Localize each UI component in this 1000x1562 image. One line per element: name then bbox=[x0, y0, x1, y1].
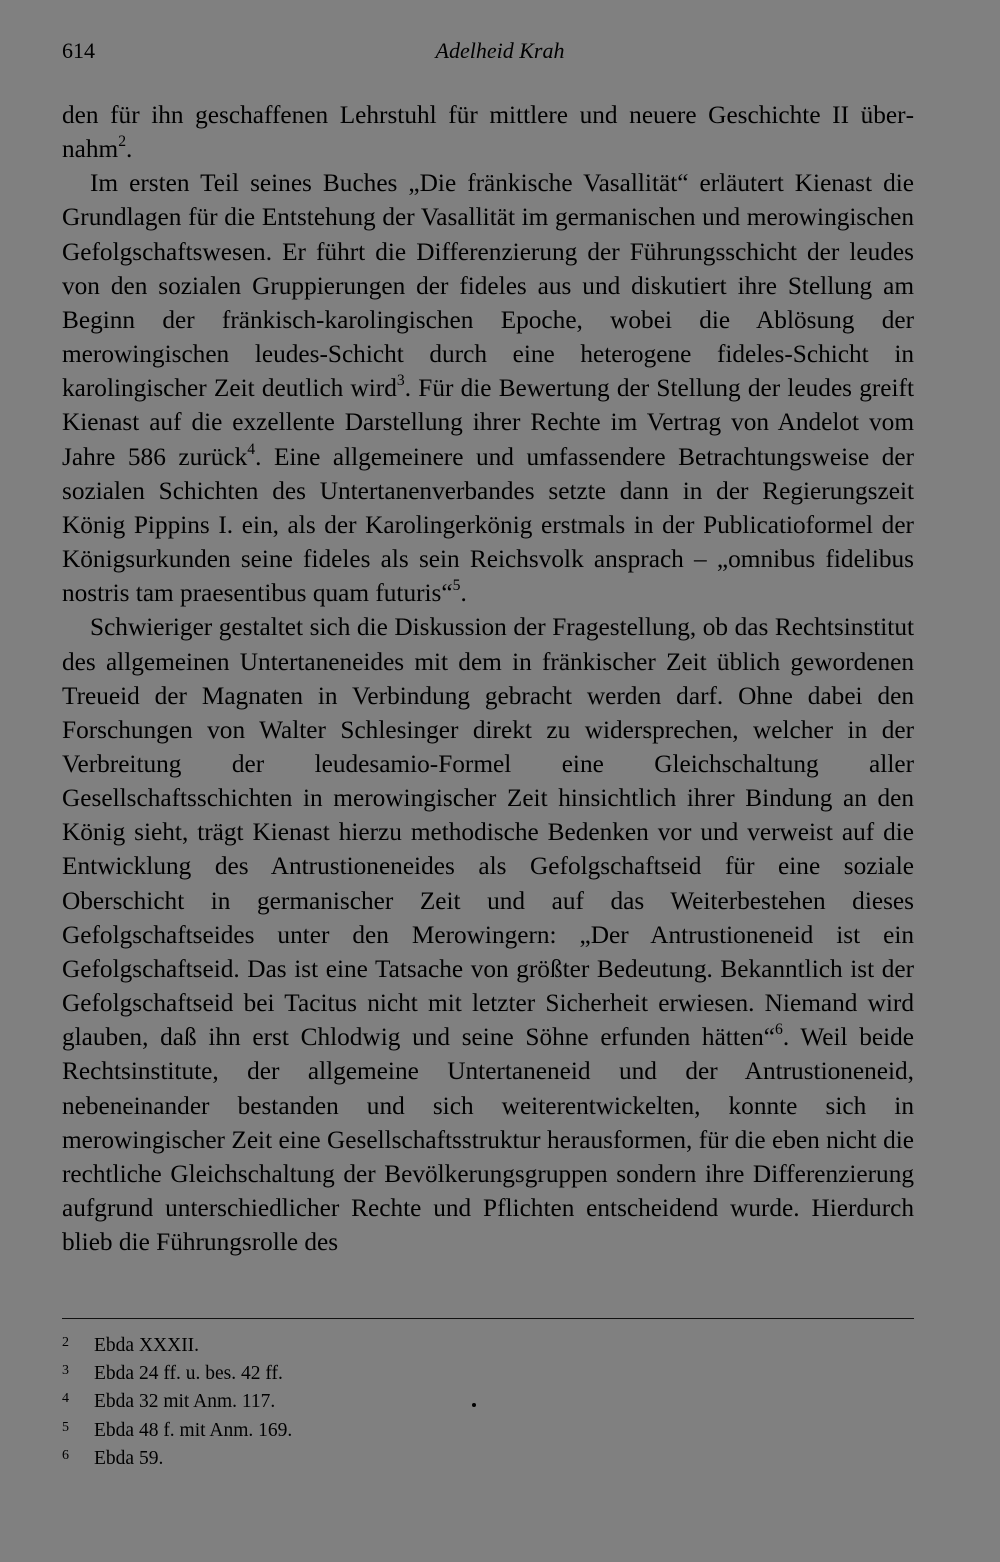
paragraph-1-end: . bbox=[126, 135, 133, 164]
footnote-ref-3: 3 bbox=[396, 372, 405, 390]
page-number: 614 bbox=[62, 38, 95, 63]
footnote-ref-5: 5 bbox=[452, 577, 461, 595]
footnote-ref-6: 6 bbox=[774, 1021, 783, 1039]
footnote-2 bbox=[62, 1330, 292, 1358]
paragraph-2-text-a: Im ersten Teil seines Buches „Die fränkische Vasallität“ erläutert Kienast die Grundlagen für die Entstehung der Vasallität im germanischen und merowingischen Gefolgschaftswesen. Er führt die Differenzierung der Führungsschicht der leudes von den sozialen Gruppierungen der fideles aus und diskutiert ihre Stellung am Beginn der fränkisch-karolingischen Epoche, wobei die Ablösung der merowingischen leudes-Schicht durch eine heterogene fideles-Schicht in karolingischer Zeit deutlich wird bbox=[62, 169, 914, 403]
body-text bbox=[62, 98, 914, 1259]
running-head: Adelheid Krah bbox=[435, 38, 565, 63]
paragraph-3-text-a: Schwieriger gestaltet sich die Diskussion der Fragestellung, ob das Rechtsinstitut des allgemeinen Untertaneneides mit dem in fränkischer Zeit üblich gewordenen Treueid der Magnaten in Verbindung gebracht werden darf. Ohne dabei den Forschungen von Walter Schlesinger direkt zu widersprechen, welcher in der Verbreitung der leudesamio-Formel eine Gleichschaltung aller Gesellschaftsschichten in merowingischer Zeit hinsichtlich ihrer Bindung an den König sieht, trägt Kienast hierzu methodische Bedenken vor und verweist auf die Entwicklung des Antrustioneneides als Gefolgschaftseid für eine soziale Oberschicht in germanischer Zeit und auf das Weiterbestehen dieses Gefolgschaftseides unter den Merowingern: „Der Antrustioneneid ist ein Gefolgschaftseid. Das ist eine Tatsache von größter Bedeutung. Bekanntlich ist der Gefolgschaftseid bei Tacitus nicht mit letzter Sicherheit erwiesen. Niemand wird glauben, daß ihn erst Chlodwig und seine Söhne erfunden hätten“ bbox=[62, 613, 914, 1052]
paragraph-2 bbox=[62, 166, 914, 610]
footnote-number: 2 bbox=[62, 1335, 69, 1350]
paragraph-3-text-b: . Weil beide Rechtsinstitute, der allgemeine Untertaneneid und der Antrustioneneid, nebeneinander bestanden und sich weiterentwickelten, konnte sich in merowingischer Zeit eine Gesellschaftsstruktur herausformen, für die eben nicht die rechtliche Gleichschaltung der Bevölkerungsgruppen sondern ihre Differenzierung aufgrund unterschiedlicher Rechte und Pflichten entscheidend wurde. Hierdurch blieb die Führungsrolle des bbox=[62, 1023, 914, 1257]
footnote-number: 3 bbox=[62, 1363, 69, 1379]
paragraph-1 bbox=[62, 98, 914, 166]
footnote-text: Ebda XXXII. bbox=[94, 1335, 200, 1356]
footnote-text: Ebda 59. bbox=[94, 1447, 164, 1469]
footnote-text: Ebda 24 ff. u. bes. 42 ff. bbox=[94, 1363, 283, 1385]
footnote-5 bbox=[62, 1415, 292, 1443]
footnote-separator bbox=[62, 1318, 914, 1319]
footnote-number: 6 bbox=[62, 1447, 69, 1463]
footnote-text: Ebda 32 mit Anm. 117. bbox=[94, 1391, 276, 1413]
paragraph-2-text-b: . Für die Bewertung der Stellung der leudes greift Kienast auf die exzellente Darstellung ihrer Rechte im Vertrag von Andelot vom Jahre 586 zurück bbox=[62, 374, 914, 471]
footnote-4 bbox=[62, 1386, 292, 1414]
footnote-number: 4 bbox=[62, 1391, 69, 1407]
footnote-text: Ebda 48 f. mit Anm. 169. bbox=[94, 1419, 293, 1441]
paragraph-1-text: den für ihn geschaffenen Lehrstuhl für mittlere und neuere Geschichte II übernahm bbox=[62, 101, 914, 164]
paragraph-2-text-c: . Eine allgemeinere und umfassendere Betrachtungsweise der sozialen Schichten des Untertanenverbandes setzte dann in der Regierungszeit König Pippins I. ein, als der Karolingerkönig erstmals in der Publicatioformel der Königsurkunden seine fideles als sein Reichsvolk ansprach – „omnibus fidelibus nostris tam praesentibus quam futuris“ bbox=[62, 442, 915, 608]
paragraph-2-text-d: . bbox=[460, 579, 467, 608]
footnote-6 bbox=[62, 1443, 292, 1471]
footnote-ref-4: 4 bbox=[247, 440, 256, 458]
footnote-ref-2: 2 bbox=[118, 133, 127, 151]
footnotes bbox=[62, 1330, 292, 1471]
footnote-3 bbox=[62, 1358, 292, 1386]
paragraph-3 bbox=[62, 610, 914, 1259]
footnote-number: 5 bbox=[62, 1419, 69, 1435]
scan-speck bbox=[472, 1403, 476, 1407]
